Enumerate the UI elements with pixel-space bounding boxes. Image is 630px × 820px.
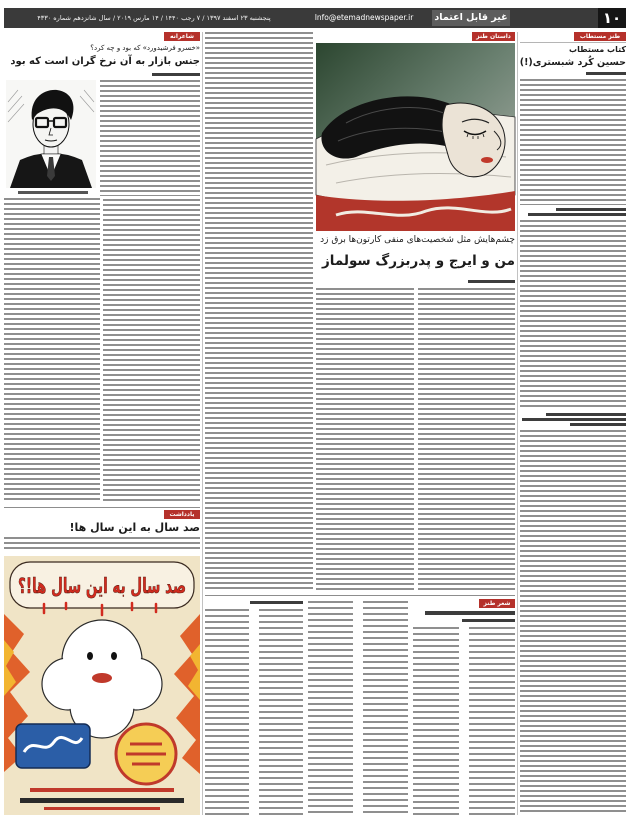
- dateline: پنجشنبه ۲۳ اسفند ۱۳۹۷ / ۷ رجب ۱۴۴۰ / ۱۴ مارس ۲۰۱۹ / سال شانزدهم شماره ۴۳۳۰: [37, 14, 271, 22]
- author-line: [586, 72, 626, 75]
- column-title: حسین کُرد شبستری(!): [519, 57, 626, 68]
- column-divider: [202, 32, 203, 815]
- page-number: ۱۰: [598, 8, 626, 28]
- lips: [481, 157, 493, 163]
- section-tag-story: داستان طنز: [472, 32, 515, 41]
- article-text-block: [316, 288, 414, 592]
- vintage-poster: [4, 556, 200, 815]
- column-divider: [517, 32, 518, 815]
- poster-footer-line: [44, 807, 160, 810]
- figure-eye: [111, 652, 117, 660]
- email-link[interactable]: Info@etemadnewspaper.ir: [314, 13, 414, 22]
- story-illustration: [316, 43, 515, 231]
- article-text-block: [205, 32, 313, 592]
- subheading-line: [250, 601, 303, 604]
- profile-kicker: «خسرو فرشیدورد» که بود و چه کرد؟: [90, 44, 200, 52]
- page-header: [4, 8, 626, 28]
- author-portrait: [6, 80, 96, 188]
- column-rule: [520, 42, 626, 43]
- section-tag-poem: شعر طنز: [479, 599, 515, 608]
- author-line: [152, 73, 200, 76]
- article-text-block: [100, 80, 200, 196]
- section-tag-note: یادداشت: [164, 510, 200, 519]
- author-line: [468, 280, 515, 283]
- subheading-line: [528, 213, 626, 216]
- story-kicker: چشم‌هایش مثل شخصیت‌های منفی کارتون‌ها برق زد: [320, 235, 515, 245]
- article-text-block: [520, 220, 626, 410]
- page-section-title: غیر قابل اعتماد: [432, 10, 510, 26]
- poem-text-block: [413, 627, 515, 815]
- section-tag-satire: طنز مستطاب: [574, 32, 626, 41]
- portrait-caption-line: [18, 191, 88, 194]
- subheading-line: [522, 418, 626, 421]
- poem-text-block: [308, 601, 408, 815]
- article-text-block: [520, 430, 626, 815]
- section-divider: [4, 507, 200, 508]
- subheading-line: [556, 208, 626, 211]
- article-text-block: [4, 198, 100, 503]
- section-tag-profile: شاعرانه: [164, 32, 200, 41]
- figure-mouth: [92, 673, 112, 683]
- subheading-line: [546, 413, 626, 416]
- poster-footer-line: [30, 788, 174, 792]
- article-text-block: [418, 288, 515, 592]
- profile-headline: جنس بازار به آن نرخ گران است که بود: [10, 56, 200, 67]
- article-text-block: [520, 79, 626, 205]
- note-headline: صد سال به این سال ها!: [69, 521, 200, 534]
- poem-text-block: [205, 609, 303, 815]
- poster-title: صد سال به این سال ها!؟: [18, 574, 186, 598]
- poem-title-line: [425, 611, 515, 615]
- column-kicker: کتاب مستطاب: [569, 45, 626, 54]
- subheading-line: [570, 423, 626, 426]
- article-text-block: [103, 199, 200, 503]
- story-headline: من و ایرج و پدربزرگ سولماز: [321, 253, 515, 269]
- article-text-block: [4, 537, 200, 552]
- product-label: [16, 724, 90, 768]
- author-line: [462, 619, 515, 622]
- figure-eye: [87, 652, 93, 660]
- poster-footer-line: [20, 798, 184, 803]
- section-divider: [205, 595, 515, 596]
